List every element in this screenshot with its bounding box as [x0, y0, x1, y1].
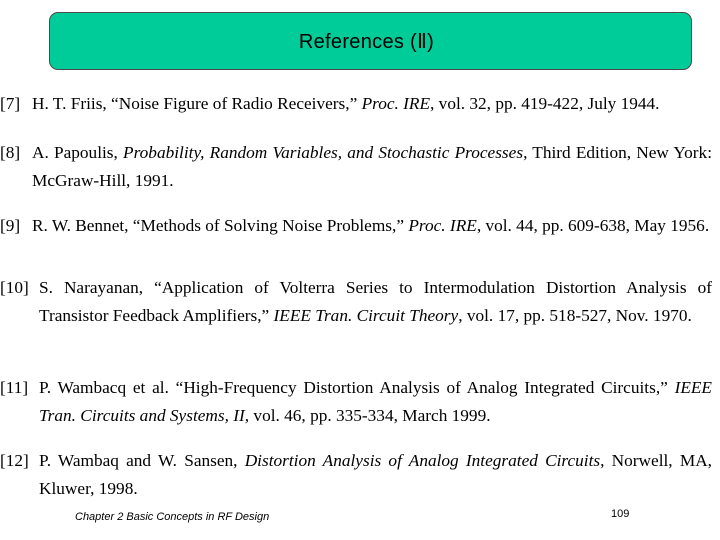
reference-text: A. Papoulis, Probability, Random Variables, and Stochastic Processes, Third Edition, New York: McGraw-Hill, 1991. — [32, 143, 712, 190]
reference-source: Proc. IRE — [408, 216, 477, 235]
slide-title: References (Ⅱ) — [298, 30, 435, 53]
reference-number: [11] — [0, 378, 29, 397]
title-banner — [49, 12, 692, 70]
reference-text: P. Wambacq et al. “High-Frequency Distortion Analysis of Analog Integrated Circuits,” IEEE Tran. Circuits and Systems, II, vol. 46, pp. 335-334, March 1999. — [39, 378, 712, 425]
reference-text: R. W. Bennet, “Methods of Solving Noise Problems,” Proc. IRE, vol. 44, pp. 609-638, May 1956. — [32, 216, 710, 235]
reference-source: Proc. IRE — [361, 94, 431, 113]
reference-number: [9] — [0, 216, 21, 235]
reference-number: [8] — [0, 143, 21, 162]
reference-number: [7] — [0, 94, 21, 113]
reference-text: P. Wambaq and W. Sansen, Distortion Analysis of Analog Integrated Circuits, Norwell, MA, Kluwer, 1998. — [39, 451, 712, 498]
footer-chapter: Chapter 2 Basic Concepts in RF Design — [75, 511, 270, 523]
reference-source: Distortion Analysis of Analog Integrated Circuits — [244, 451, 601, 470]
reference-source: IEEE Tran. Circuits and Systems, II — [39, 378, 712, 425]
reference-source: IEEE Tran. Circuit Theory — [273, 306, 459, 325]
page-number: 109 — [611, 508, 630, 520]
reference-text: H. T. Friis, “Noise Figure of Radio Receivers,” Proc. IRE, vol. 32, pp. 419-422, July 1944. — [32, 94, 660, 113]
reference-number: [10] — [0, 278, 29, 297]
reference-text: S. Narayanan, “Application of Volterra Series to Intermodulation Distortion Analysis of Transistor Feedback Amplifiers,” IEEE Tran. Circuit Theory, vol. 17, pp. 518-527, Nov. 1970. — [39, 278, 712, 325]
reference-number: [12] — [0, 451, 29, 470]
reference-source: Probability, Random Variables, and Stochastic Processes — [123, 143, 524, 162]
